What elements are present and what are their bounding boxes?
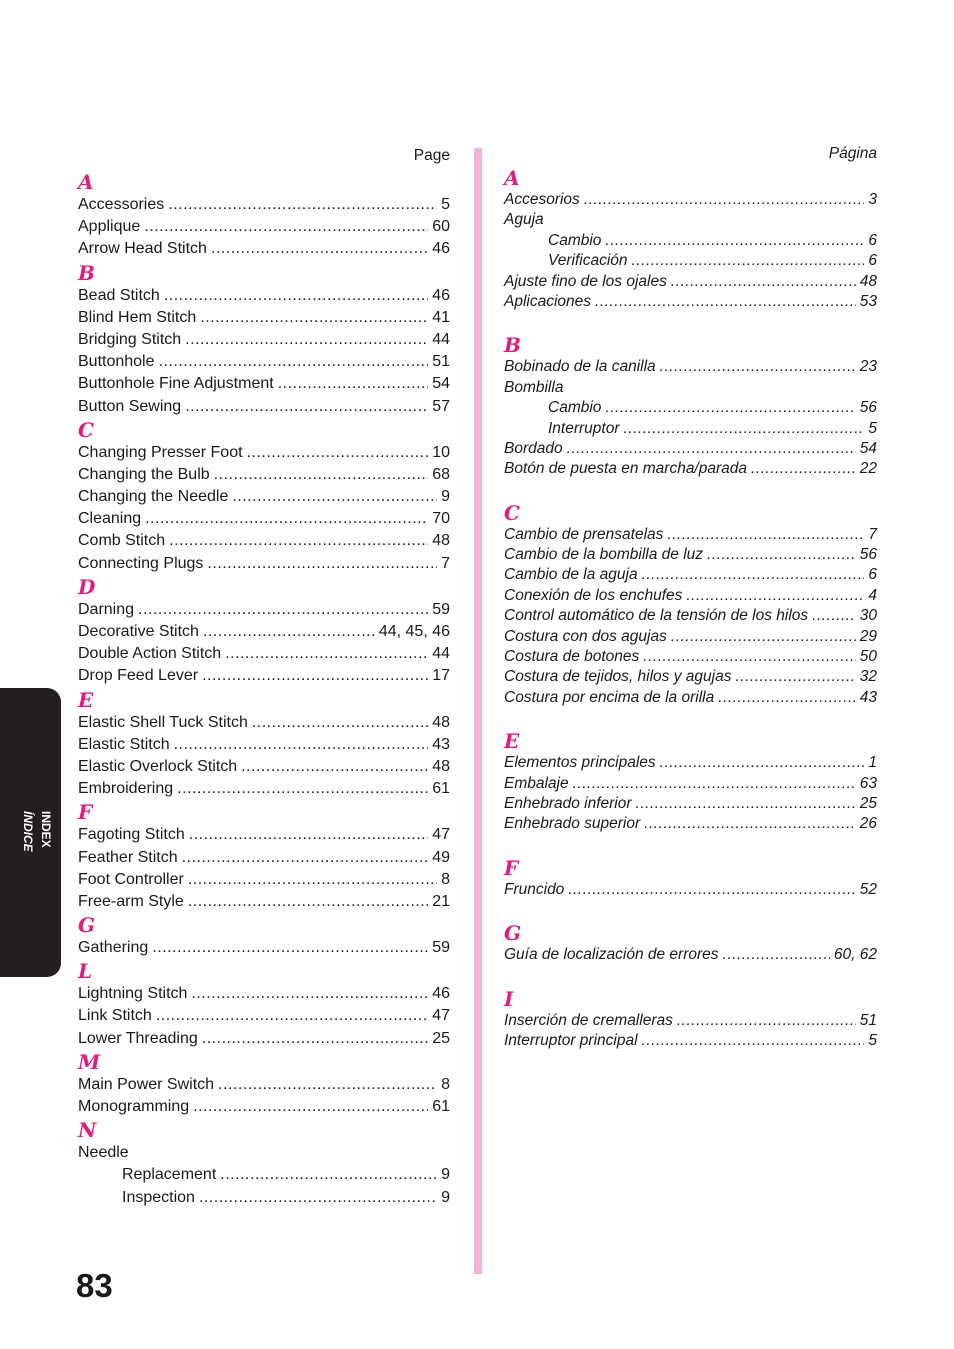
page-column-header: Page [413, 147, 450, 164]
index-entry [78, 307, 450, 329]
page-number: 83 [76, 1267, 113, 1304]
entry-page-number: 48 [432, 713, 450, 731]
index-entry [78, 756, 450, 778]
entry-label: Changing the Needle [78, 488, 229, 506]
index-entry [78, 983, 450, 1005]
entry-label: Bead Stitch [78, 286, 160, 304]
leader-dots [241, 756, 428, 778]
leader-dots [211, 238, 428, 260]
leader-dots [735, 667, 855, 687]
entry-page-number: 48 [432, 532, 450, 550]
leader-dots [214, 464, 429, 486]
leader-dots [667, 525, 864, 545]
index-subentry [504, 398, 877, 418]
entry-label: Link Stitch [78, 1007, 152, 1025]
index-entry [78, 599, 450, 621]
leader-dots [159, 351, 429, 373]
entry-label: Blind Hem Stitch [78, 308, 197, 326]
entry-label: Enhebrado superior [504, 815, 641, 833]
index-entry [78, 553, 450, 575]
index-entry [78, 396, 450, 418]
index-entry [78, 508, 450, 530]
entry-label: Elastic Shell Tuck Stitch [78, 713, 248, 731]
leader-dots [642, 565, 865, 585]
index-entry [504, 586, 877, 606]
leader-dots [220, 1164, 437, 1186]
leader-dots [174, 734, 429, 756]
entry-label: Decorative Stitch [78, 623, 199, 640]
leader-dots [636, 794, 856, 814]
entry-label: Verificación [548, 252, 628, 270]
entry-label: Darning [78, 600, 135, 618]
index-group-m [78, 1050, 450, 1118]
entry-page-number: 6 [868, 252, 877, 270]
entry-label: Comb Stitch [78, 532, 166, 550]
entry-label: Costura por encima de la orilla [504, 688, 715, 706]
entry-page-number: 68 [432, 465, 450, 483]
entry-label: Free-arm Style [78, 892, 184, 910]
index-group-g [78, 913, 450, 959]
entry-label: Embalaje [504, 774, 569, 792]
entry-label: Cambio [548, 231, 602, 249]
entry-label: Buttonhole Fine Adjustment [78, 375, 274, 393]
entry-page-number: 5 [868, 1031, 877, 1049]
entry-page-number: 43 [432, 735, 450, 753]
leader-dots [199, 1187, 437, 1209]
index-entry [78, 351, 450, 373]
index-entry [504, 439, 877, 459]
entry-page-number: 48 [432, 757, 450, 775]
leader-dots [751, 459, 856, 479]
leader-dots [164, 285, 428, 307]
index-entry [504, 459, 877, 479]
entry-label: Bobinado de la canilla [504, 358, 656, 376]
entry-page-number: 1 [868, 754, 877, 772]
leader-dots [605, 231, 864, 251]
section-letter: G [504, 921, 522, 946]
entry-page-number: 41 [432, 308, 450, 326]
leader-dots [632, 251, 865, 271]
index-entry [78, 1005, 450, 1027]
entry-page-number: 47 [432, 1007, 450, 1025]
index-entry [78, 1028, 450, 1050]
english-groups [78, 170, 450, 1209]
entry-page-number: 57 [432, 397, 450, 415]
entry-page-number: 7 [868, 525, 877, 543]
section-letter: G [78, 913, 96, 938]
index-entry [504, 1031, 877, 1051]
leader-dots [584, 190, 865, 210]
leader-dots [177, 778, 428, 800]
leader-dots [168, 194, 437, 216]
entry-label: Replacement [122, 1166, 217, 1184]
entry-page-number: 21 [432, 892, 450, 910]
entry-label: Needle [78, 1144, 129, 1162]
entry-label: Ajuste fino de los ojales [504, 272, 667, 290]
entry-label: Fruncido [504, 880, 565, 898]
leader-dots [644, 814, 856, 834]
entry-label: Gathering [78, 939, 149, 957]
section-letter: A [78, 170, 94, 194]
entry-label: Cambio [548, 399, 602, 417]
index-entry [78, 778, 450, 800]
entry-label: Embroidering [78, 780, 174, 798]
entry-label: Elementos principales [504, 754, 656, 772]
leader-dots [660, 753, 865, 773]
entry-page-number: 46 [432, 286, 450, 304]
leader-dots [677, 1011, 856, 1031]
index-subentry [78, 1164, 450, 1186]
entry-label: Changing the Bulb [78, 465, 210, 483]
index-entry [504, 688, 877, 708]
leader-dots [200, 307, 428, 329]
entry-label: Aguja [504, 211, 544, 229]
entry-page-number: 9 [441, 488, 450, 506]
leader-dots [707, 545, 856, 565]
entry-label: Enhebrado inferior [504, 794, 632, 812]
index-group-l [78, 959, 450, 1050]
entry-label: Cambio de la bombilla de luz [504, 546, 704, 564]
entry-label: Interruptor principal [504, 1031, 638, 1049]
index-entry [504, 378, 877, 398]
index-entry [78, 891, 450, 913]
leader-dots [169, 530, 428, 552]
entry-page-number: 44 [432, 645, 450, 663]
index-entry [504, 545, 877, 565]
index-entry [78, 937, 450, 959]
entry-label: Cleaning [78, 510, 142, 528]
entry-page-number: 54 [859, 439, 877, 457]
section-letter: F [504, 855, 519, 880]
index-group-d [78, 575, 450, 688]
entry-page-number: 44, 45, 46 [378, 623, 450, 640]
leader-dots [643, 647, 855, 667]
leader-dots [642, 1031, 865, 1051]
entry-page-number: 44 [432, 330, 450, 348]
entry-label: Costura de tejidos, hilos y agujas [504, 668, 732, 686]
index-entry [78, 847, 450, 869]
leader-dots [144, 216, 428, 238]
leader-dots [660, 357, 856, 377]
index-entry [504, 794, 877, 814]
index-entry [504, 525, 877, 545]
index-entry [504, 210, 877, 230]
entry-page-number: 8 [441, 870, 450, 888]
entry-label: Aplicaciones [504, 292, 592, 310]
index-entry [504, 945, 877, 965]
entry-label: Accessories [78, 196, 165, 213]
leader-dots [605, 398, 855, 418]
entry-label: Bordado [504, 439, 563, 457]
leader-dots [247, 442, 429, 464]
side-tab-label-index: INDEX [39, 811, 53, 848]
section-letter: I [504, 986, 514, 1011]
entry-label: Lightning Stitch [78, 985, 188, 1003]
index-entry [78, 464, 450, 486]
entry-label: Main Power Switch [78, 1075, 215, 1093]
column-divider [474, 148, 482, 1274]
leader-dots [595, 292, 856, 312]
index-entry [504, 190, 877, 210]
entry-page-number: 9 [441, 1188, 450, 1206]
index-entry [504, 1011, 877, 1031]
entry-page-number: 25 [859, 794, 877, 812]
entry-label: Buttonhole [78, 353, 155, 371]
entry-page-number: 49 [432, 848, 450, 866]
entry-label: Connecting Plugs [78, 554, 204, 572]
entry-page-number: 9 [441, 1166, 450, 1184]
entry-label: Double Action Stitch [78, 645, 222, 663]
index-entry [504, 565, 877, 585]
entry-page-number: 43 [859, 688, 877, 706]
leader-dots [671, 272, 856, 292]
entry-label: Drop Feed Lever [78, 667, 199, 685]
index-entry [78, 1142, 450, 1164]
entry-label: Inserción de cremalleras [504, 1011, 673, 1029]
entry-label: Inspection [122, 1188, 195, 1206]
index-entry [78, 712, 450, 734]
index-entry [78, 869, 450, 891]
entry-page-number: 52 [859, 880, 877, 898]
leader-dots [225, 643, 428, 665]
entry-page-number: 32 [859, 668, 877, 686]
leader-dots [278, 373, 429, 395]
leader-dots [191, 983, 428, 1005]
entry-label: Fagoting Stitch [78, 826, 185, 844]
index-group-a [504, 166, 877, 312]
index-subentry [504, 419, 877, 439]
entry-page-number: 25 [432, 1029, 450, 1047]
entry-page-number: 56 [859, 546, 877, 564]
entry-page-number: 46 [432, 985, 450, 1003]
index-group-n [78, 1118, 450, 1209]
leader-dots [203, 621, 375, 643]
entry-label: Cambio de prensatelas [504, 525, 664, 543]
index-group-f [504, 856, 877, 900]
index-entry [504, 292, 877, 312]
index-group-b [78, 261, 450, 418]
index-entry [78, 734, 450, 756]
entry-label: Costura de botones [504, 648, 640, 666]
index-entry [78, 621, 450, 643]
leader-dots [188, 869, 437, 891]
english-index-column [78, 146, 450, 1209]
index-group-e [504, 729, 877, 835]
section-letter: D [78, 574, 96, 599]
leader-dots [723, 945, 830, 965]
index-entry [504, 357, 877, 377]
index-subentry [78, 1187, 450, 1209]
entry-label: Monogramming [78, 1098, 190, 1115]
index-entry [78, 216, 450, 238]
entry-page-number: 48 [859, 272, 877, 290]
index-subentry [504, 251, 877, 271]
leader-dots [232, 486, 437, 508]
entry-page-number: 30 [859, 607, 877, 625]
spanish-index-column [504, 144, 877, 1072]
index-entry [78, 824, 450, 846]
leader-dots [182, 847, 429, 869]
entry-label: Foot Controller [78, 870, 184, 888]
leader-dots [812, 606, 856, 626]
index-entry [78, 643, 450, 665]
leader-dots [568, 880, 855, 900]
index-group-i [504, 987, 877, 1052]
entry-page-number: 4 [868, 586, 877, 604]
leader-dots [138, 599, 428, 621]
section-letter: B [78, 260, 95, 285]
index-group-c [504, 501, 877, 709]
index-entry [504, 774, 877, 794]
leader-dots [718, 688, 856, 708]
side-tab-label-indice: ÍNDICE [21, 811, 35, 852]
entry-label: Accesorios [504, 191, 580, 208]
leader-dots [156, 1005, 428, 1027]
entry-page-number: 23 [859, 358, 877, 376]
entry-label: Guía de localización de errores [504, 946, 719, 964]
entry-page-number: 46 [432, 240, 450, 258]
entry-page-number: 7 [441, 554, 450, 572]
entry-label: Changing Presser Foot [78, 443, 243, 461]
entry-page-number: 47 [432, 826, 450, 844]
entry-page-number: 3 [868, 191, 877, 208]
leader-dots [207, 553, 437, 575]
index-entry [504, 272, 877, 292]
entry-label: Feather Stitch [78, 848, 178, 866]
entry-label: Botón de puesta en marcha/parada [504, 460, 748, 478]
leader-dots [185, 396, 428, 418]
entry-page-number: 59 [432, 939, 450, 957]
index-entry [78, 486, 450, 508]
entry-label: Control automático de la tensión de los hilos [504, 607, 809, 625]
section-letter: L [78, 959, 93, 984]
entry-page-number: 70 [432, 510, 450, 528]
leader-dots [567, 439, 856, 459]
index-entry [78, 329, 450, 351]
entry-page-number: 54 [432, 375, 450, 393]
index-group-g [504, 921, 877, 965]
index-entry [504, 753, 877, 773]
entry-page-number: 10 [432, 443, 450, 461]
entry-page-number: 56 [859, 399, 877, 417]
entry-page-number: 8 [441, 1075, 450, 1093]
entry-label: Elastic Overlock Stitch [78, 757, 238, 775]
entry-label: Elastic Stitch [78, 735, 170, 753]
index-entry [78, 665, 450, 687]
entry-page-number: 59 [432, 600, 450, 618]
section-letter: C [504, 500, 520, 525]
leader-dots [573, 774, 856, 794]
entry-page-number: 26 [859, 815, 877, 833]
pagina-column-header: Página [828, 145, 877, 162]
leader-dots [624, 419, 865, 439]
entry-page-number: 51 [859, 1011, 877, 1029]
entry-label: Conexión de los enchufes [504, 586, 683, 604]
leader-dots [218, 1074, 437, 1096]
leader-dots [152, 937, 428, 959]
index-group-e [78, 688, 450, 801]
section-letter: A [504, 166, 520, 190]
section-letter: E [504, 729, 520, 754]
index-entry [504, 667, 877, 687]
index-group-a [78, 170, 450, 261]
leader-dots [188, 891, 428, 913]
entry-page-number: 17 [432, 667, 450, 685]
index-entry [78, 285, 450, 307]
entry-page-number: 6 [868, 231, 877, 249]
section-letter: B [504, 333, 521, 358]
section-letter: N [78, 1118, 97, 1143]
leader-dots [202, 665, 428, 687]
entry-page-number: 50 [859, 648, 877, 666]
section-letter: C [78, 417, 94, 442]
entry-label: Applique [78, 218, 141, 236]
section-letter: M [78, 1049, 101, 1074]
index-entry [78, 238, 450, 260]
entry-label: Bridging Stitch [78, 330, 182, 348]
leader-dots [193, 1096, 428, 1118]
index-entry [78, 530, 450, 552]
leader-dots [185, 329, 428, 351]
leader-dots [686, 586, 864, 606]
entry-label: Lower Threading [78, 1029, 198, 1047]
entry-page-number: 60, 62 [833, 946, 877, 964]
leader-dots [145, 508, 428, 530]
entry-page-number: 51 [432, 353, 450, 371]
index-subentry [504, 231, 877, 251]
leader-dots [202, 1028, 428, 1050]
entry-label: Interruptor [548, 419, 620, 437]
index-entry [78, 442, 450, 464]
entry-page-number: 6 [868, 566, 877, 584]
entry-page-number: 5 [868, 419, 877, 437]
section-letter: E [78, 687, 94, 712]
entry-page-number: 5 [441, 196, 450, 213]
index-entry [78, 1096, 450, 1118]
section-letter: F [78, 800, 93, 825]
entry-page-number: 61 [432, 1098, 450, 1115]
entry-page-number: 63 [859, 774, 877, 792]
index-entry [504, 627, 877, 647]
index-group-b [504, 333, 877, 479]
entry-label: Button Sewing [78, 397, 182, 415]
entry-label: Costura con dos agujas [504, 627, 667, 645]
entry-page-number: 53 [859, 292, 877, 310]
entry-page-number: 60 [432, 218, 450, 236]
spanish-groups [504, 166, 877, 1051]
entry-page-number: 61 [432, 780, 450, 798]
leader-dots [671, 627, 856, 647]
entry-page-number: 29 [859, 627, 877, 645]
index-entry [78, 194, 450, 216]
leader-dots [189, 824, 428, 846]
entry-label: Arrow Head Stitch [78, 240, 207, 258]
index-entry [78, 1074, 450, 1096]
index-entry [504, 606, 877, 626]
entry-label: Bombilla [504, 378, 564, 396]
index-entry [504, 880, 877, 900]
index-group-c [78, 418, 450, 575]
index-entry [78, 373, 450, 395]
entry-page-number: 22 [859, 460, 877, 478]
index-group-f [78, 800, 450, 913]
leader-dots [252, 712, 428, 734]
index-entry [504, 647, 877, 667]
index-entry [504, 814, 877, 834]
entry-label: Cambio de la aguja [504, 566, 638, 584]
